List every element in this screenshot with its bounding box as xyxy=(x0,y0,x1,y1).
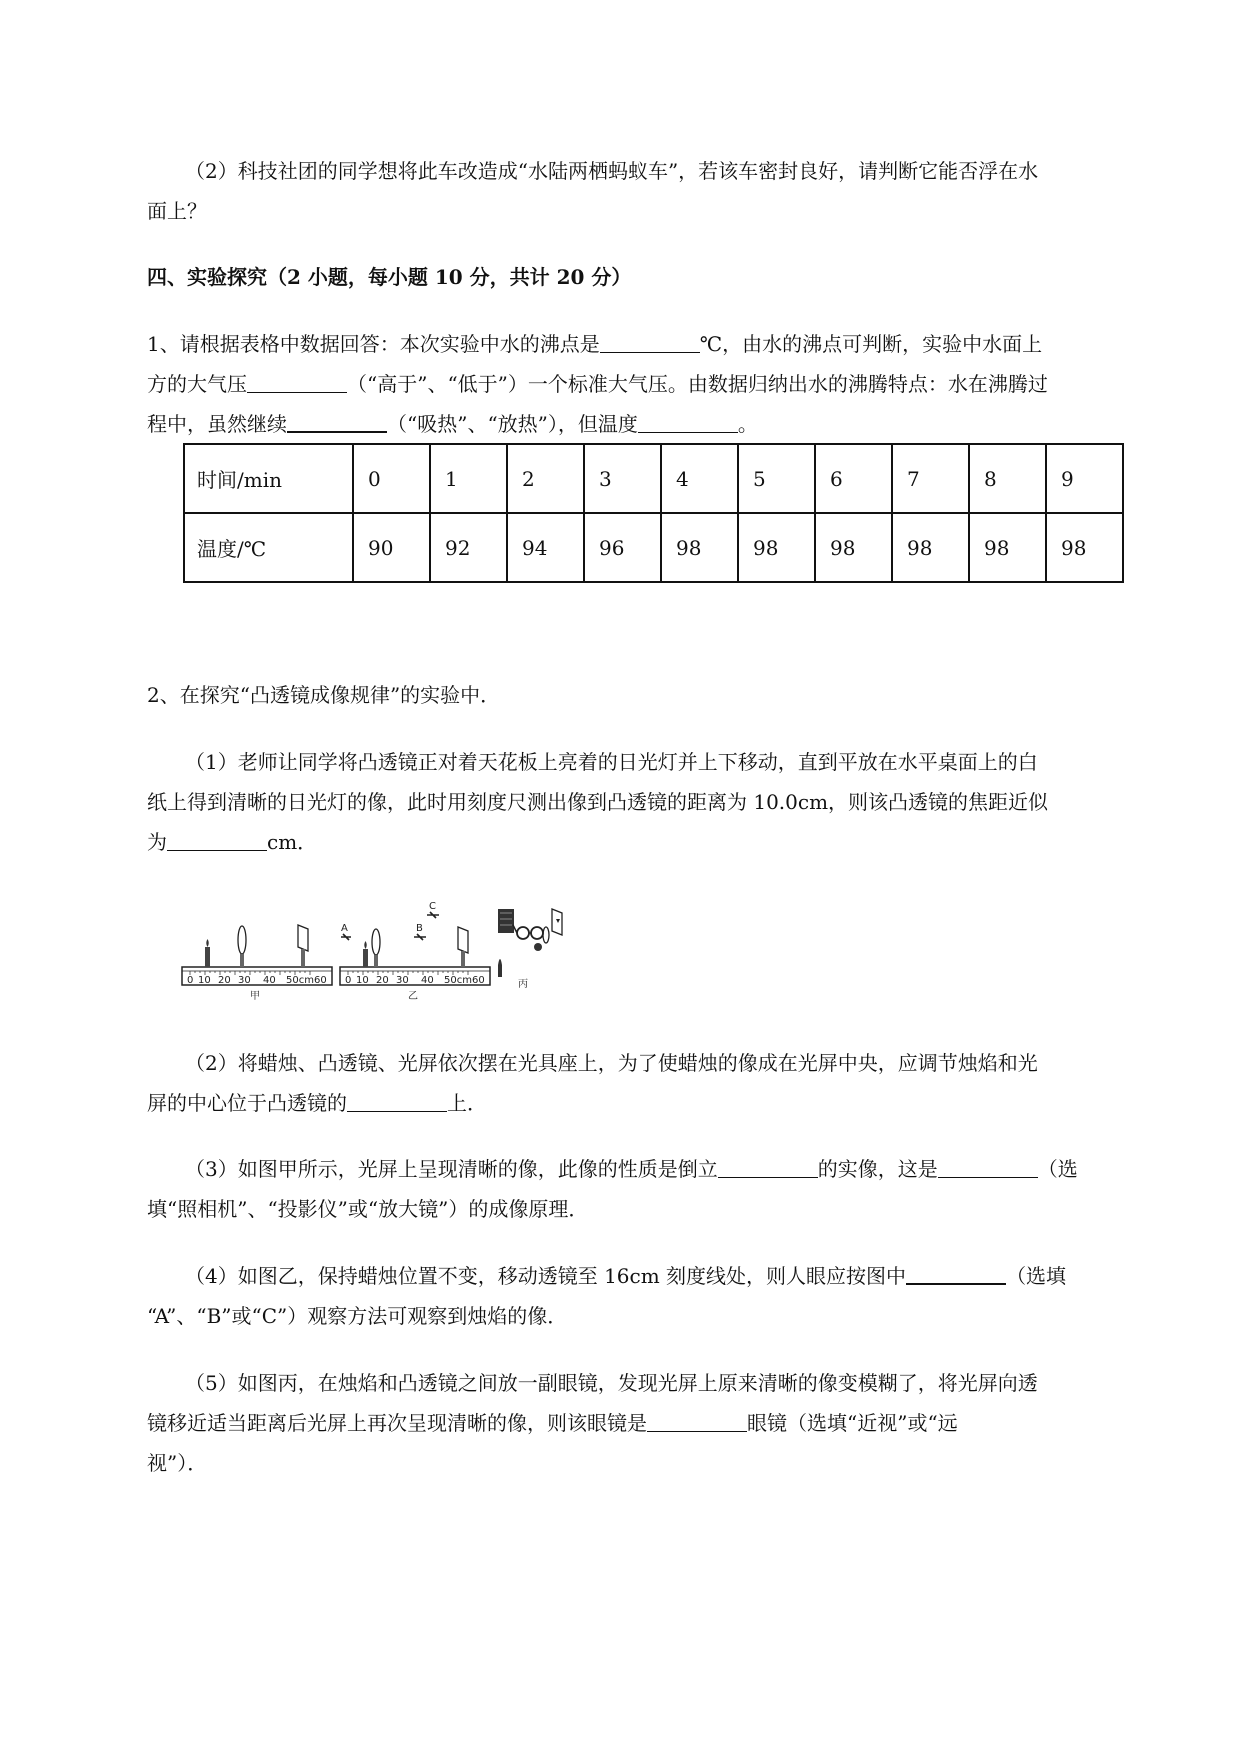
q1-line-1 xyxy=(147,330,1042,358)
tick-label: 50cm60 xyxy=(444,975,485,986)
q2-p2-line-2 xyxy=(147,1089,487,1117)
tick-label: 10 xyxy=(198,975,211,986)
q2-text: （3）如图甲所示，光屏上呈现清晰的像，此像的性质是倒立 xyxy=(185,1157,718,1181)
prev-question-line-1: （2）科技社团的同学想将此车改造成“水陆两栖蚂蚁车”，若该车密封良好，请判断它能否浮在水 xyxy=(185,159,1039,183)
table-cell: 98 xyxy=(892,513,969,582)
figure-jia xyxy=(182,925,332,1002)
candle-icon xyxy=(363,949,368,967)
eye-label-c: C xyxy=(429,901,436,912)
flame-icon xyxy=(206,939,209,947)
answer-blank-heat[interactable] xyxy=(287,411,387,433)
q2-intro: 2、在探究“凸透镜成像规律”的实验中． xyxy=(147,683,501,707)
answer-blank-glasses-type[interactable] xyxy=(647,1411,747,1432)
q1-text: （“高于”、“低于”）一个标准大气压。由数据归纳出水的沸腾特点：水在沸腾过 xyxy=(347,372,1048,396)
light-screen-icon xyxy=(298,925,308,951)
q1-line-3 xyxy=(147,410,758,438)
answer-blank-temperature[interactable] xyxy=(638,412,738,433)
tick-label: 20 xyxy=(376,975,389,986)
table-cell: 98 xyxy=(661,513,738,582)
answer-blank-boiling-point[interactable] xyxy=(600,332,700,353)
answer-blank-principal-axis[interactable] xyxy=(347,1091,447,1112)
table-cell: 4 xyxy=(661,444,738,513)
answer-blank-eye-position[interactable] xyxy=(906,1263,1006,1285)
q2-p3-line-1 xyxy=(185,1155,1078,1183)
q2-text: （选 xyxy=(1037,1157,1078,1181)
table-header-temperature: 温度/℃ xyxy=(184,513,353,582)
answer-blank-focal-length[interactable] xyxy=(167,830,267,851)
q2-text: 镜移近适当距离后光屏上再次呈现清晰的像，则该眼镜是 xyxy=(147,1411,647,1435)
figure-label-jia: 甲 xyxy=(250,991,260,1002)
glasses-lens xyxy=(531,927,543,939)
q2-p4-line-1 xyxy=(185,1262,1066,1290)
convex-lens-icon xyxy=(372,929,380,955)
q1-text: 程中，虽然继续 xyxy=(147,412,287,436)
eye-icon-a xyxy=(341,934,351,940)
answer-blank-device[interactable] xyxy=(938,1157,1038,1178)
q2-p5-line-1: （5）如图丙，在烛焰和凸透镜之间放一副眼镜，发现光屏上原来清晰的像变模糊了，将光屏向透 xyxy=(185,1371,1038,1395)
tick-label: 0 xyxy=(345,975,352,986)
answer-blank-pressure[interactable] xyxy=(247,372,347,393)
table-cell: 98 xyxy=(815,513,892,582)
prev-question-line-2: 面上？ xyxy=(147,199,207,223)
q2-text: 眼镜（选填“近视”或“远 xyxy=(747,1411,958,1435)
optical-bench-figure xyxy=(180,895,620,1005)
tick-label: 10 xyxy=(356,975,369,986)
tick-label: 50cm60 xyxy=(286,975,327,986)
glasses-icon xyxy=(517,927,529,939)
q1-line-2 xyxy=(147,370,1048,398)
table-cell: 0 xyxy=(353,444,430,513)
table-cell: 98 xyxy=(738,513,815,582)
lens-holder xyxy=(240,954,244,967)
q1-text: 方的大气压 xyxy=(147,372,247,396)
figure-bing xyxy=(498,909,562,990)
eye-icon-c xyxy=(427,912,439,918)
q1-text: （“吸热”、“放热”），但温度 xyxy=(387,412,638,436)
q2-p1-line-1: （1）老师让同学将凸透镜正对着天花板上亮着的日光灯并上下移动，直到平放在水平桌面上的白 xyxy=(185,750,1038,774)
table-cell: 7 xyxy=(892,444,969,513)
figure-label-yi: 乙 xyxy=(408,991,418,1002)
q2-text: 为 xyxy=(147,830,167,854)
light-screen-icon xyxy=(458,927,468,953)
tick-label: 30 xyxy=(238,975,251,986)
table-cell: 98 xyxy=(969,513,1046,582)
q2-text: 屏的中心位于凸透镜的 xyxy=(147,1091,347,1115)
section-heading: 四、实验探究（2 小题，每小题 10 分，共计 20 分） xyxy=(147,265,632,289)
q2-text: （选填 xyxy=(1006,1264,1067,1288)
q2-text: cm． xyxy=(267,830,318,854)
convex-lens-icon xyxy=(543,927,549,943)
figure-label-bing: 丙 xyxy=(518,979,528,990)
tick-label: 0 xyxy=(187,975,194,986)
table-cell: 92 xyxy=(430,513,507,582)
table-cell: 3 xyxy=(584,444,661,513)
q2-p3-line-2: 填“照相机”、“投影仪”或“放大镜”）的成像原理． xyxy=(147,1197,589,1221)
tick-label: 30 xyxy=(396,975,409,986)
table-row-temperature xyxy=(184,513,1123,582)
table-header-time: 时间/min xyxy=(184,444,353,513)
figure-yi xyxy=(340,901,490,1002)
table-cell: 1 xyxy=(430,444,507,513)
q1-text: 1、请根据表格中数据回答：本次实验中水的沸点是 xyxy=(147,332,600,356)
table-cell: 5 xyxy=(738,444,815,513)
convex-lens-icon xyxy=(238,926,246,954)
flame-icon xyxy=(364,941,367,949)
table-cell: 96 xyxy=(584,513,661,582)
q2-p2-line-1: （2）将蜡烛、凸透镜、光屏依次摆在光具座上，为了使蜡烛的像成在光屏中央，应调节烛焰和光 xyxy=(185,1051,1038,1075)
screen-holder xyxy=(461,951,465,967)
table-cell: 9 xyxy=(1046,444,1123,513)
q1-text: 。 xyxy=(737,412,758,436)
q2-p1-line-3 xyxy=(147,828,317,856)
tick-label: 40 xyxy=(263,975,276,986)
table-cell: 94 xyxy=(507,513,584,582)
screen-holder xyxy=(301,949,305,967)
table-cell: 90 xyxy=(353,513,430,582)
candle-icon xyxy=(205,947,210,967)
eye-label-a: A xyxy=(341,923,348,934)
table-cell: 8 xyxy=(969,444,1046,513)
q1-text: ℃，由水的沸点可判断，实验中水面上 xyxy=(699,332,1043,356)
candle-icon xyxy=(498,959,502,977)
table-cell: 6 xyxy=(815,444,892,513)
q2-text: 上． xyxy=(447,1091,487,1115)
eye-label-b: B xyxy=(416,923,423,934)
tick-label: 20 xyxy=(218,975,231,986)
table-cell: 2 xyxy=(507,444,584,513)
lens-holder xyxy=(374,955,378,967)
q2-p4-line-2: “A”、“B”或“C”）观察方法可观察到烛焰的像． xyxy=(147,1304,568,1328)
q2-text: 的实像，这是 xyxy=(817,1157,938,1181)
table-cell: 98 xyxy=(1046,513,1123,582)
data-table xyxy=(183,443,1124,583)
light-screen-icon xyxy=(552,909,562,935)
eye-icon-b xyxy=(414,934,426,940)
answer-blank-image-nature[interactable] xyxy=(718,1157,818,1178)
table-row-time xyxy=(184,444,1123,513)
q2-p5-line-3: 视”）． xyxy=(147,1451,208,1475)
tick-label: 40 xyxy=(421,975,434,986)
q2-text: （4）如图乙，保持蜡烛位置不变，移动透镜至 16cm 刻度线处，则人眼应按图中 xyxy=(185,1264,907,1288)
q2-p5-line-2 xyxy=(147,1409,958,1437)
q2-p1-line-2: 纸上得到清晰的日光灯的像，此时用刻度尺测出像到凸透镜的距离为 10.0cm，则该凸透镜的焦距近似 xyxy=(147,790,1049,814)
